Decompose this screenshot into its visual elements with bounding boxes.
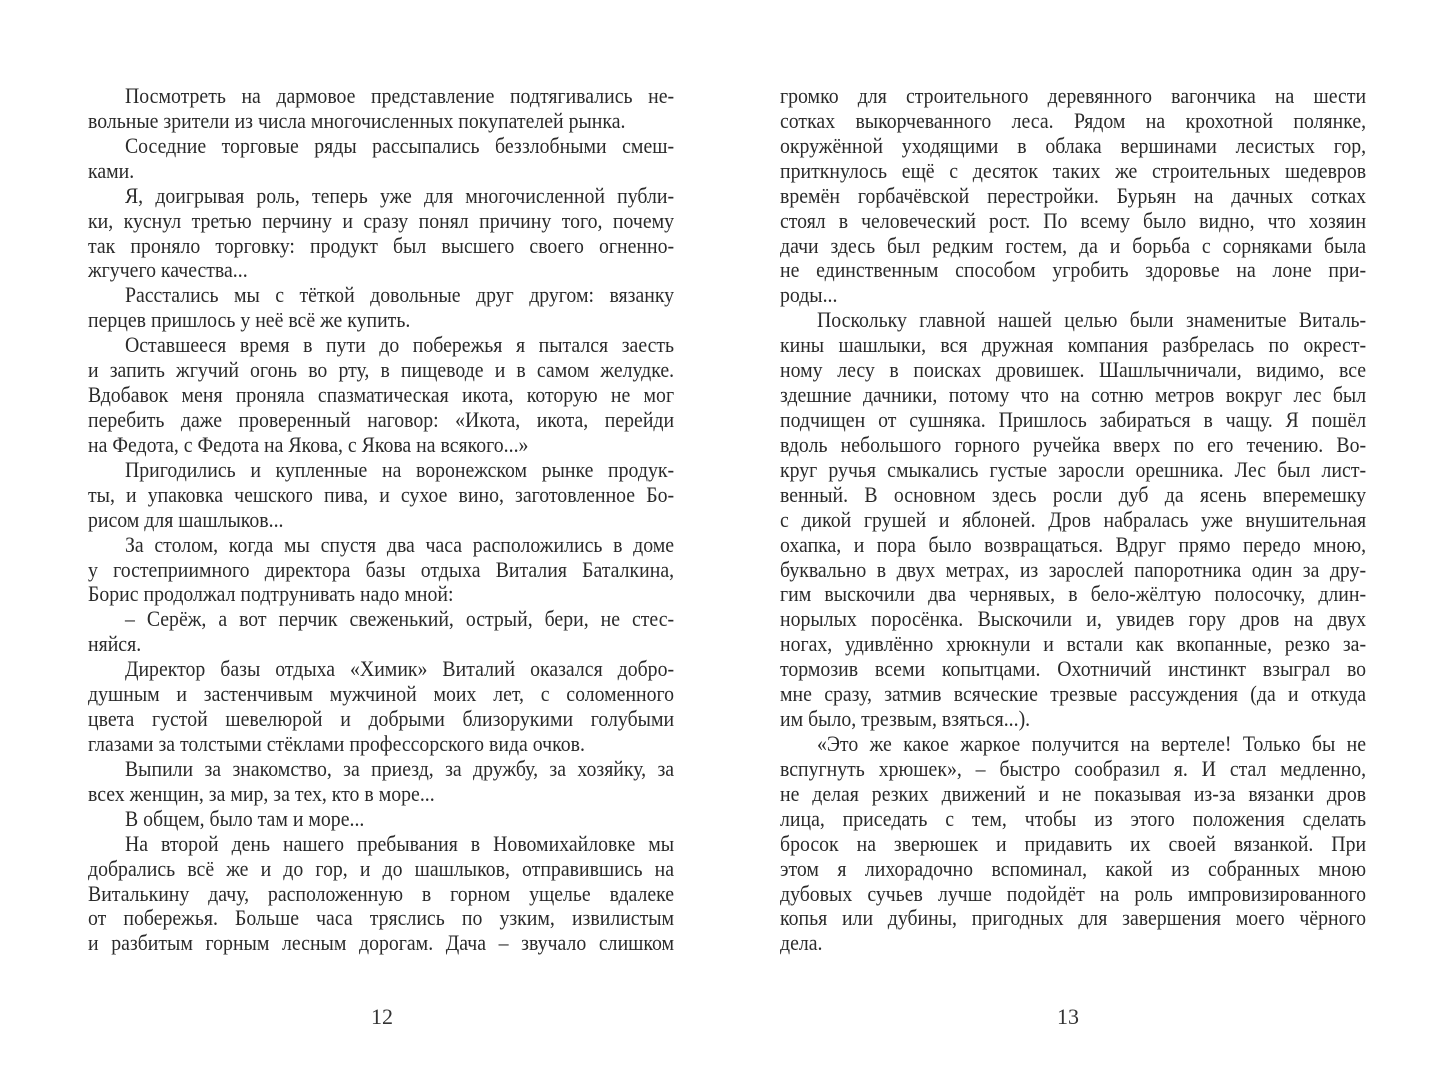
text-line: – Серёж, а вот перчик свеженький, острый, бери, не стес- (124, 606, 675, 632)
text-line: ному лесу в поисках дровишек. Шашлычничали, видимо, все (780, 357, 1367, 383)
text-line: Вдобавок меня проняла спазматическая икота, которую не мог (88, 382, 675, 408)
text-line: ки, куснул третью перчину и сразу понял причину того, почему (88, 207, 675, 233)
text-line: стоял в человеческий рост. По всему было видно, что хозяин (780, 207, 1367, 233)
text-line: добрались всё же и до гор, и до шашлыков, отправившись на (88, 855, 675, 881)
text-line: от побережья. Больше часа тряслись по узким, извилистым (88, 905, 675, 931)
text-line: вольные зрители из числа многочисленных покупателей рынка. (88, 107, 626, 133)
text-line: сотках выкорчеванного леса. Рядом на крохотной полянке, (780, 107, 1367, 133)
text-line: глазами за толстыми стёклами профессорского вида очков. (88, 730, 585, 756)
text-line: и запить жгучий огонь во рту, в пищеводе и в самом желудке. (88, 357, 675, 383)
text-line: рисом для шашлыков... (88, 506, 284, 532)
text-line: Пригодились и купленные на воронежском рынке продук- (124, 456, 675, 482)
text-line: Посмотреть на дармовое представление подтягивались не- (124, 83, 675, 108)
text-line: здешние дачники, потому что на сотню метров вокруг лес был (780, 382, 1367, 408)
text-line: буквально в двух метрах, из зарослей папоротника один за дру- (780, 556, 1367, 582)
text-line: Я, доигрывая роль, теперь уже для многочисленной публи- (124, 182, 675, 208)
text-line: Борис продолжал подтрунивать надо мной: (88, 581, 454, 607)
text-line: венный. В основном здесь росли дуб да ясень вперемешку (780, 481, 1367, 507)
text-line: вспугнуть хрюшек», – быстро сообразил я. И стал медленно, (780, 755, 1367, 781)
text-line: копья или дубины, пригодных для завершения моего чёрного (780, 905, 1367, 931)
text-line: За столом, когда мы спустя два часа расположились в доме (124, 531, 675, 557)
text-line: тормозив всеми копытцами. Охотничий инстинкт взыграл во (780, 656, 1367, 682)
text-line: В общем, было там и море... (124, 805, 365, 831)
text-line: Выпили за знакомство, за приезд, за дружбу, за хозяйку, за (124, 755, 675, 781)
right-page-text (780, 84, 1442, 956)
text-line: этом я лихорадочно вспоминал, какой из собранных мною (780, 855, 1367, 881)
text-line: Виталькину дачу, расположенную в горном ущелье вдалеке (88, 880, 675, 906)
text-line: на Федота, с Федота на Якова, с Якова на всякого...» (88, 431, 529, 457)
text-line: Расстались мы с тёткой довольные друг другом: вязанку (124, 282, 675, 308)
text-line: гим выскочили два чернявых, в бело-жёлтую полосочку, длин- (780, 581, 1367, 607)
text-line: и разбитым горным лесным дорогам. Дача – звучало слишком (88, 930, 675, 956)
text-line: перцев пришлось у неё всё же купить. (88, 307, 411, 333)
text-line: охапка, и пора было возвращаться. Вдруг прямо передо мною, (780, 531, 1367, 557)
text-line: подчищен от сушняка. Пришлось забираться в чащу. Я пошёл (780, 406, 1367, 432)
text-line: так проняло торговку: продукт был высшего своего огненно- (88, 232, 675, 258)
text-line: окружённой уходящими в облака вершинами лесистых гор, (780, 132, 1367, 158)
text-line: у гостеприимного директора базы отдыха Виталия Баталкина, (88, 556, 675, 582)
text-line: дела. (780, 930, 823, 956)
text-line: лица, приседать с тем, чтобы из этого положения сделать (780, 805, 1367, 831)
text-line: Поскольку главной нашей целью были знаменитые Виталь- (816, 307, 1367, 333)
text-line: вдоль небольшого горного ручейка вверх по его течению. Во- (780, 431, 1367, 457)
text-line: не единственным способом угробить здоровье на лоне при- (780, 257, 1367, 283)
left-page-text (88, 84, 754, 956)
text-line: ногах, удивлённо хрюкнули и встали как вкопанные, резко за- (780, 631, 1367, 657)
text-line: не делая резких движений и не показывая из-за вязанки дров (780, 780, 1367, 806)
text-line: норылых поросёнка. Выскочили и, увидев гору дров на двух (780, 606, 1367, 632)
text-line: всех женщин, за мир, за тех, кто в море... (88, 780, 435, 806)
text-line: роды... (780, 282, 838, 308)
text-line: «Это же какое жаркое получится на вертеле! Только бы не (816, 730, 1367, 756)
text-line: с дикой грушей и яблоней. Дров набралась уже внушительная (780, 506, 1367, 532)
text-line: цвета густой шевелюрой и добрыми близорукими голубыми (88, 706, 675, 732)
text-line: мне сразу, затмив всяческие трезвые рассуждения (да и откуда (780, 681, 1367, 707)
text-line: Оставшееся время в пути до побережья я пытался заесть (124, 332, 675, 358)
text-line: ками. (88, 157, 135, 183)
text-line: Соседние торговые ряды рассыпались беззлобными смеш- (124, 132, 675, 158)
text-line: перебить даже проверенный наговор: «Икота, икота, перейди (88, 406, 675, 432)
page-number-right: 13 (1057, 1004, 1079, 1029)
text-line: няйся. (88, 631, 142, 657)
text-line: дубовых сучьев лучше подойдёт на роль импровизированного (780, 880, 1367, 906)
text-line: На второй день нашего пребывания в Новомихайловке мы (124, 830, 675, 856)
text-line: жгучего качества... (88, 257, 248, 283)
text-line: громко для строительного деревянного вагончика на шести (780, 83, 1367, 108)
text-line: дачи здесь был редким гостем, да и борьба с сорняками была (780, 232, 1367, 258)
text-line: круг ручья смыкались густые заросли орешника. Лес был лист- (780, 456, 1367, 482)
text-line: приткнулось ещё с десяток таких же строительных шедевров (780, 157, 1367, 183)
text-line: ты, и упаковка чешского пива, и сухое вино, заготовленное Бо- (88, 481, 675, 507)
text-line: времён горбачёвской перестройки. Бурьян на дачных сотках (780, 182, 1367, 208)
text-line: душным и застенчивым мужчиной моих лет, с соломенного (88, 681, 675, 707)
text-line: им было, трезвым, взяться...). (780, 706, 1031, 732)
text-line: бросок на зверюшек и придавить их своей вязанкой. При (780, 830, 1367, 856)
page-number-left: 12 (371, 1004, 393, 1029)
text-line: Директор базы отдыха «Химик» Виталий оказался добро- (124, 656, 675, 682)
text-line: кины шашлыки, вся дружная компания разбрелась по окрест- (780, 332, 1367, 358)
